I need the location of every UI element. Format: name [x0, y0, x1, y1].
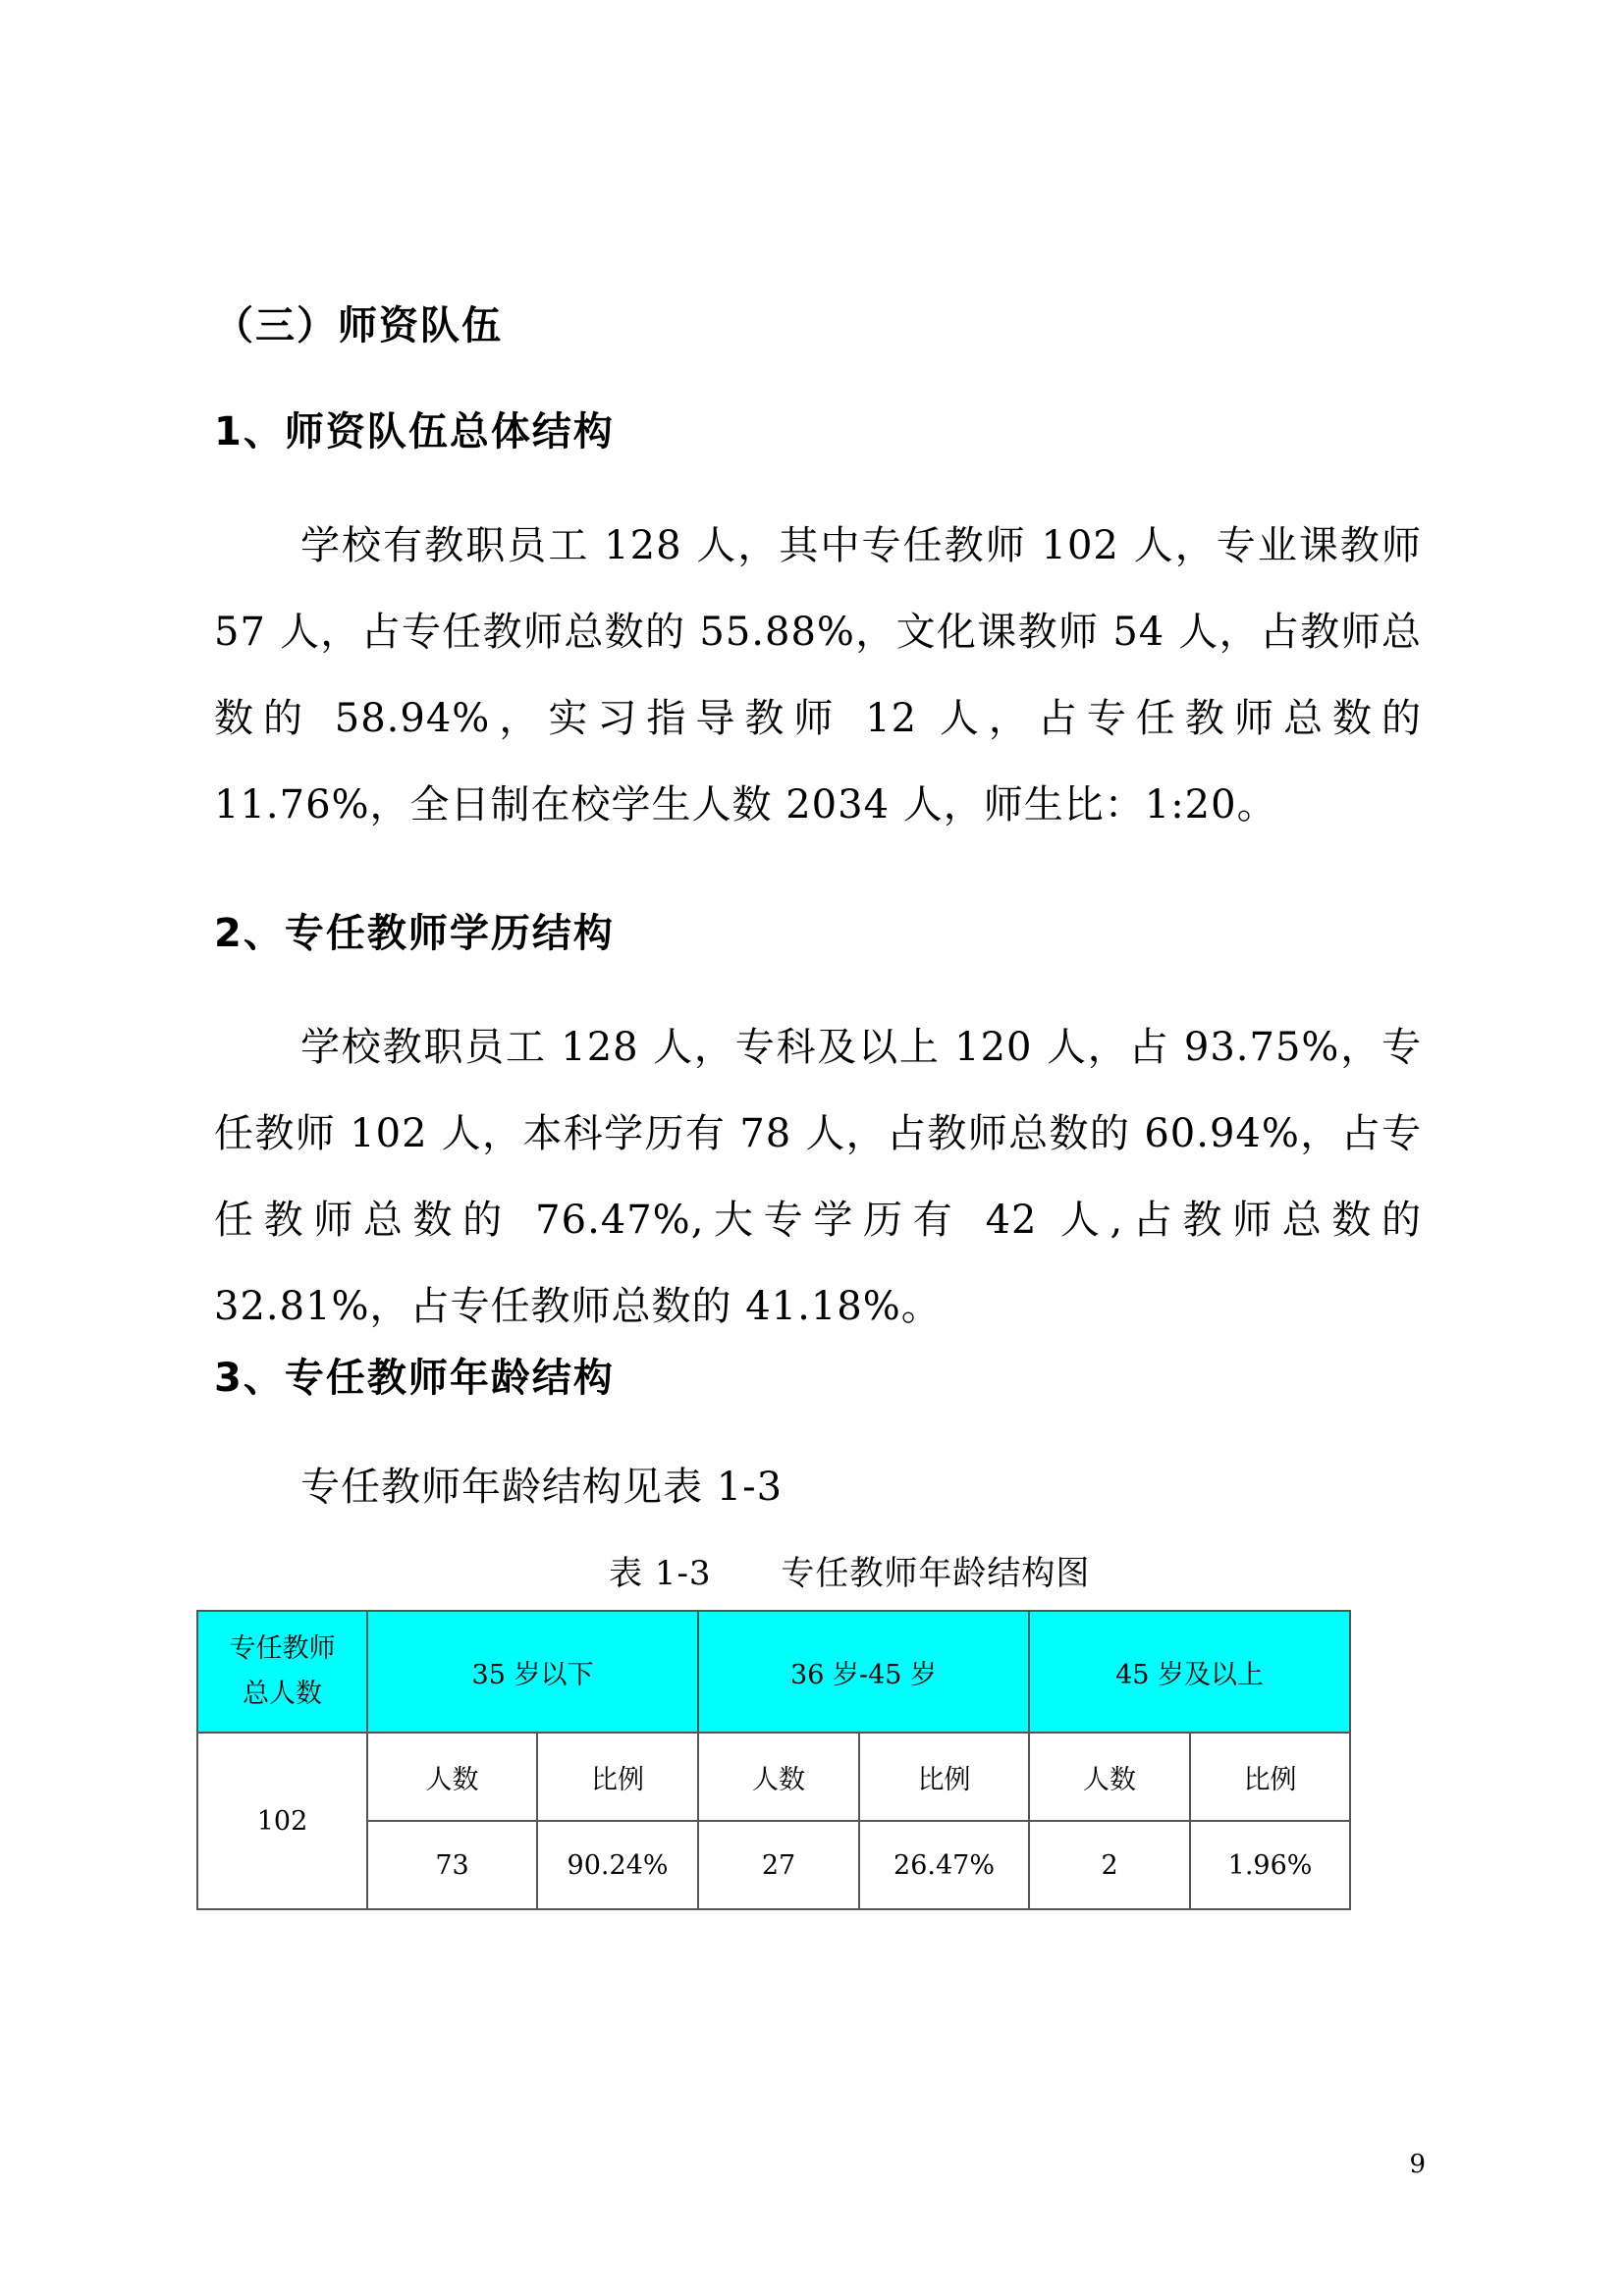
cell-count: 2: [1029, 1821, 1190, 1909]
cell-total-count: 102: [197, 1733, 367, 1909]
paragraph-education-structure: 学校教职员工 128 人，专科及以上 120 人，占 93.75%，专任教师 102 人，本科学历有 78 人，占教师总数的 60.94%，占专任教师总数的 76.47%,大专学历有 42 人,占教师总数的 32.81%，占专任教师总数的 41.18%。: [214, 1025, 1422, 1329]
paragraph-age-structure: 专任教师年龄结构见表 1-3: [300, 1465, 784, 1510]
subheader-count: 人数: [698, 1733, 859, 1821]
age-structure-table: [196, 1610, 1351, 1910]
cell-count: 73: [367, 1821, 537, 1909]
table-row: [197, 1821, 1350, 1909]
subheader-count: 人数: [367, 1733, 537, 1821]
section-title: （三）师资队伍: [214, 303, 503, 348]
header-total-line2: 总人数: [243, 1679, 322, 1709]
header-age-group: 36 岁-45 岁: [698, 1611, 1029, 1733]
subheader-ratio: 比例: [537, 1733, 698, 1821]
header-total-line1: 专任教师: [229, 1633, 336, 1664]
cell-ratio: 90.24%: [537, 1821, 698, 1909]
subheader-ratio: 比例: [859, 1733, 1029, 1821]
table-subheader-row: [197, 1733, 1350, 1821]
subheader-ratio: 比例: [1190, 1733, 1350, 1821]
heading-overall-structure: 1、师资队伍总体结构: [214, 409, 615, 454]
paragraph-overall-structure: 学校有教职员工 128 人，其中专任教师 102 人，专业课教师 57 人，占专任教师总数的 55.88%，文化课教师 54 人，占教师总数的 58.94%，实习指导教师 12 人，占专任教师总数的 11.76%，全日制在校学生人数 2034 人，师生比：1:20。: [214, 523, 1422, 828]
cell-ratio: 26.47%: [859, 1821, 1029, 1909]
table-header-row: [197, 1611, 1350, 1733]
header-age-group: 35 岁以下: [367, 1611, 698, 1733]
subheader-count: 人数: [1029, 1733, 1190, 1821]
cell-ratio: 1.96%: [1190, 1821, 1350, 1909]
header-age-group: 45 岁及以上: [1029, 1611, 1350, 1733]
page-number: 9: [1409, 2150, 1426, 2179]
cell-count: 27: [698, 1821, 859, 1909]
header-total-teachers: [197, 1611, 367, 1733]
heading-age-structure: 3、专任教师年龄结构: [214, 1356, 615, 1401]
table-caption: 表 1-3 专任教师年龄结构图: [609, 1554, 1091, 1593]
heading-education-structure: 2、专任教师学历结构: [214, 911, 615, 956]
